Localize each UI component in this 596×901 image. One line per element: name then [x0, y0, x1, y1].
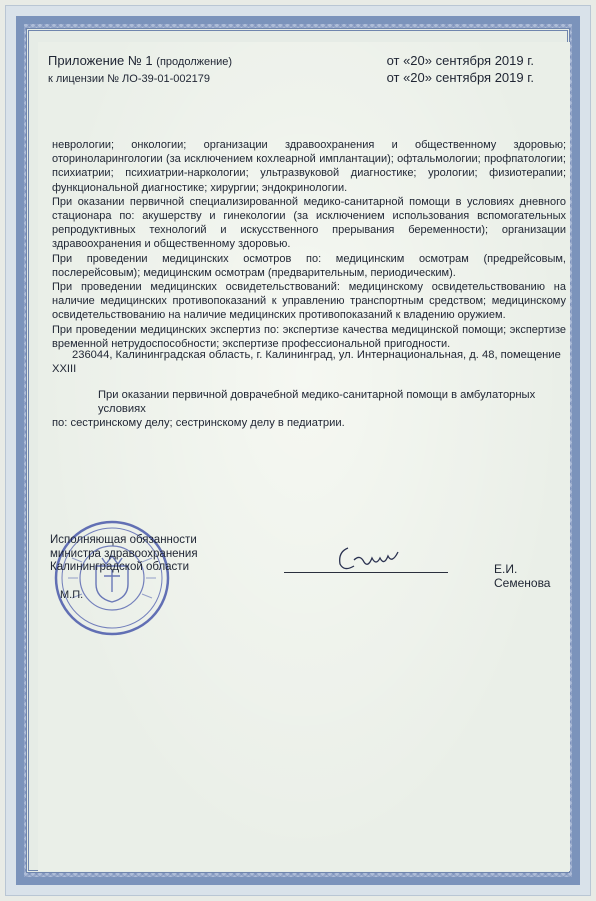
signature-line — [284, 572, 448, 573]
services-list — [52, 138, 566, 351]
prehospital-service-block — [52, 388, 566, 430]
signatory-name: Е.И. Семенова — [494, 562, 551, 590]
paragraph-medical-exams: При проведении медицинских осмотров по: медицинским осмотрам (предрейсовым, послерейсовым); медицинским осмотрам (предварительным, периодическим). — [52, 252, 566, 279]
document-sheet — [6, 6, 590, 895]
signatory-title-line-1: Исполняющая обязанности — [50, 534, 197, 546]
seal-place-label: М.П. — [60, 589, 84, 601]
header-left — [48, 52, 232, 88]
header-right — [387, 52, 534, 86]
address-block — [52, 348, 566, 376]
paragraph-certifications: При проведении медицинских освидетельствований: медицинскому освидетельствованию на наличие медицинских противопоказаний к управлению транспортным средством; медицинскому освидетельствованию на наличие медицинских противопоказаний к владению оружием. — [52, 281, 566, 322]
service-line-1: При оказании первичной доврачебной медико-санитарной помощи в амбулаторных условиях — [98, 389, 536, 415]
date-line-1: от «20» сентября 2019 г. — [386, 53, 534, 68]
service-line-2: по: сестринскому делу; сестринскому делу в педиатрии. — [52, 417, 345, 429]
address-line-2: XXIII — [52, 363, 77, 375]
paragraph-specialties: неврологии; онкологии; организации здравоохранения и общественному здоровью; оториноларингологии (за исключением кохлеарной имплантации); офтальмологии; профпатологии; психиатрии; психиатрии-наркологии; ультразвуковой диагностике; урологии; физиотерапии; функциональной диагностике; хирургии; эндокринологии. — [52, 139, 566, 194]
paragraph-expertise: При проведении медицинских экспертиз по: экспертизе качества медицинской помощи; экспертизе временной нетрудоспособности; экспертизе профессиональной пригодности. — [52, 323, 566, 350]
appendix-title: Приложение № 1 — [48, 53, 153, 68]
paragraph-day-hospital: При оказании первичной специализированной медико-санитарной помощи в условиях дневного стационара по: акушерству и гинекологии (за исключением использования вспомогательных репродуктивных технологий и искусственного прерывания беременности); организации здравоохранения и общественному здоровью. — [52, 195, 566, 251]
signatory-title-line-3: Калининградской области — [50, 561, 189, 573]
date-line-2: от «20» сентября 2019 г. — [386, 70, 534, 85]
appendix-note: (продолжение) — [156, 56, 233, 68]
address-line-1: 236044, Калининградская область, г. Калининград, ул. Интернациональная, д. 48, помещение — [72, 349, 561, 361]
license-line: к лицензии № ЛО-39-01-002179 — [48, 73, 210, 85]
document-body — [38, 42, 570, 871]
signatory-title — [50, 534, 220, 575]
signatory-title-line-2: министра здравоохранения — [50, 547, 198, 560]
